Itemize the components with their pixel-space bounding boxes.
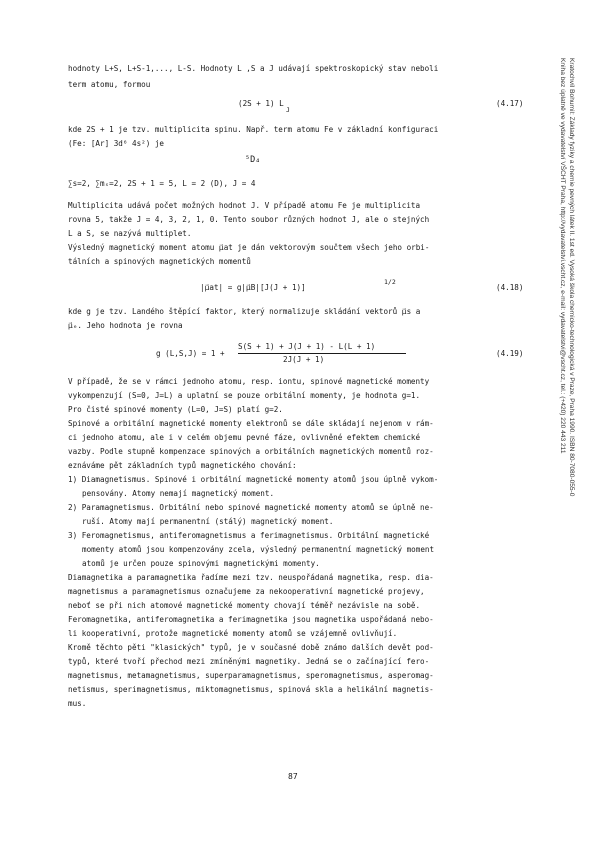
- text-line: ci jednoho atomu, ale i v celém objemu pevné fáze, ovlivněné efektem chemické: [68, 433, 421, 442]
- text-line: mus.: [68, 699, 87, 708]
- text-line: tálních a spinových magnetických momentů: [68, 257, 251, 266]
- equation-4-19-lhs: g (L,S,J) = 1 +: [156, 349, 225, 358]
- fraction-bar: [238, 353, 406, 354]
- text-line: kde 2S + 1 je tzv. multiplicita spinu. Např. term atomu Fe v základní konfiguraci: [68, 125, 439, 134]
- text-line: Diamagnetika a paramagnetika řadíme mezi tzv. neuspořádaná magnetika, resp. dia-: [68, 573, 434, 582]
- sidebar-contact: Kniha bez úplatně ve vydavatelství VŠCHT Praha, http://vydavatelstvi.vscht.cz, e-mail: vydavatelstvi@vscht.cz, tel.: (+420) 220 443 211: [559, 58, 566, 454]
- equation-4-19-denominator: 2J(J + 1): [283, 355, 325, 364]
- text-line: μ⃗ₑ. Jeho hodnota je rovna: [68, 321, 183, 330]
- list-item-paramagnetism: 2) Paramagnetismus. Orbitální nebo spinové magnetické momenty atomů se úplně ne-: [68, 503, 434, 512]
- equation-number: (4.17): [496, 99, 524, 108]
- list-item-diamagnetism: 1) Diamagnetismus. Spinové i orbitální magnetické momenty atomů jsou úplně vykom-: [68, 475, 439, 484]
- text-line: vazby. Podle stupně kompenzace spinových a orbitálních magnetických momentů roz-: [68, 447, 434, 456]
- text-line: V případě, že se v rámci jednoho atomu, resp. iontu, spinové magnetické momenty: [68, 377, 430, 386]
- list-item-ferromagnetism: 3) Feromagnetismus, antiferomagnetismus a ferimagnetismus. Orbitální magnetické: [68, 531, 430, 540]
- fe-term-symbol: ⁵D₄: [245, 155, 261, 165]
- equation-number: (4.19): [496, 349, 524, 358]
- equation-4-17: (2S + 1) L: [238, 99, 284, 108]
- sidebar-citation: Kratochvíl Bohumil: Základy fyziky a chemie pevných látek II. 1st ed. Vysoká škola chemicko-technologická v Praze, Praha 1990. ISBN 80-7080-055-0: [568, 58, 575, 497]
- text-line: hodnoty L+S, L+S-1,..., L-S. Hodnoty L ,S a J udávají spektroskopický stav neboli: [68, 64, 439, 73]
- text-line: L a S, se nazývá multiplet.: [68, 229, 192, 238]
- list-item-continuation: atomů je určen pouze spinovými magnetickými momenty.: [82, 559, 320, 568]
- text-line: magnetismus a paramagnetismus označujeme za nekooperativní magnetické projevy,: [68, 587, 425, 596]
- equation-4-17-subscript: J: [286, 106, 290, 114]
- text-line: vykompenzují (S=0, J=L) a uplatní se pouze orbitální momenty, je hodnota g=1.: [68, 391, 421, 400]
- equation-4-18-exponent: 1/2: [384, 278, 396, 286]
- text-line: rovna 5, takže J = 4, 3, 2, 1, 0. Tento soubor různých hodnot J, ale o stejných: [68, 215, 430, 224]
- text-line: neboť se při nich atomové magnetické momenty chovají téměř nezávisle na sobě.: [68, 601, 421, 610]
- text-line: Feromagnetika, antiferomagnetika a ferimagnetika jsou magnetika uspořádaná nebo-: [68, 615, 434, 624]
- text-line: Kromě těchto pěti "klasických" typů, je v současné době známo dalších devět pod-: [68, 643, 434, 652]
- text-line: Výsledný magnetický moment atomu μ⃗at je dán vektorovým součtem všech jeho orbi-: [68, 243, 430, 252]
- text-line: typů, které tvoří přechod mezi zmíněnými magnetiky. Jedná se o začínající fero-: [68, 657, 430, 666]
- text-line: li kooperativní, protože magnetické momenty atomů se vzájemně ovlivňují.: [68, 629, 398, 638]
- copyright-sidebar: [559, 58, 575, 618]
- list-item-continuation: ruší. Atomy mají permanentní (stálý) magnetický moment.: [82, 517, 334, 526]
- text-line: magnetismus, metamagnetismus, superparamagnetismus, speromagnetismus, asperomag-: [68, 671, 434, 680]
- equation-number: (4.18): [496, 283, 524, 292]
- text-line: term atomu, formou: [68, 80, 151, 89]
- text-line: eznáváme pět základních typů magnetického chování:: [68, 461, 297, 470]
- text-line: (Fe: [Ar] 3d⁶ 4s²) je: [68, 139, 165, 148]
- equation-4-19-numerator: S(S + 1) + J(J + 1) - L(L + 1): [238, 342, 376, 351]
- quantum-numbers-line: ∑s=2, ∑mₛ=2, 2S + 1 = 5, L = 2 (D), J = 4: [68, 179, 256, 188]
- text-line: kde g je tzv. Landého štěpící faktor, který normalizuje skládání vektorů μ⃗s a: [68, 307, 421, 316]
- text-line: Multiplicita udává počet možných hodnot J. V případě atomu Fe je multiplicita: [68, 201, 421, 210]
- equation-4-18: |μ⃗at| = g|μ⃗B|[J(J + 1)]: [200, 283, 306, 292]
- text-line: Pro čisté spinové momenty (L=0, J=S) platí g=2.: [68, 405, 283, 414]
- text-line: Spinové a orbitální magnetické momenty elektronů se dále skládají nejenom v rám-: [68, 419, 434, 428]
- text-line: netismus, sperimagnetismus, miktomagnetismus, spinová skla a helikální magnetis-: [68, 685, 434, 694]
- page-number: 87: [288, 772, 298, 781]
- list-item-continuation: momenty atomů jsou kompenzovány zcela, výsledný permanentní magnetický moment: [82, 545, 435, 554]
- list-item-continuation: pensovány. Atomy nemají magnetický moment.: [82, 489, 275, 498]
